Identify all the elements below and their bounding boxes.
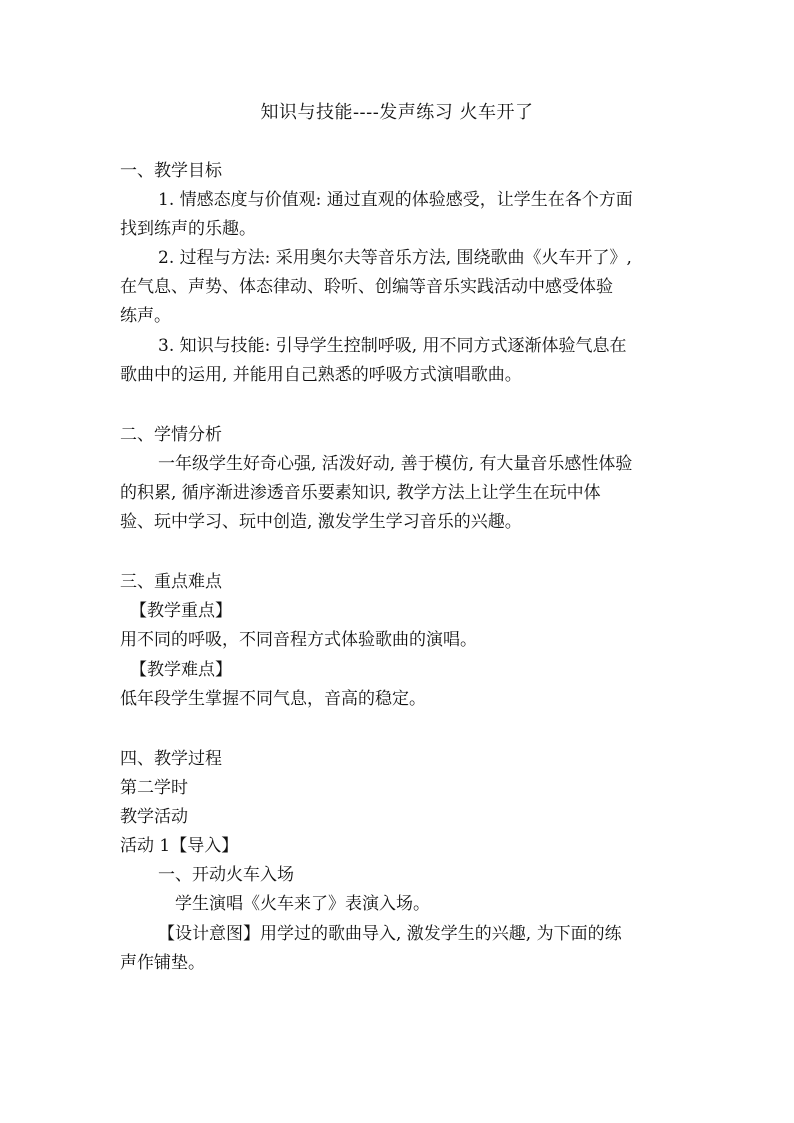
section-heading-key-points: 三、重点难点 xyxy=(120,572,222,592)
focus-label: 【教学重点】 xyxy=(130,601,232,621)
session-label: 第二学时 xyxy=(120,778,188,798)
section-heading-process: 四、教学过程 xyxy=(120,749,222,769)
analysis-line-1: 一年级学生好奇心强, 活泼好动, 善于模仿, 有大量音乐感性体验 xyxy=(158,454,633,474)
activities-label: 教学活动 xyxy=(120,807,188,827)
step-1-heading: 一、开动火车入场 xyxy=(158,865,294,885)
objective-1-line-1: 1. 情感态度与价值观: 通过直观的体验感受，让学生在各个方面 xyxy=(158,190,633,210)
objective-2-line-3: 练声。 xyxy=(120,306,171,326)
difficulty-label: 【教学难点】 xyxy=(130,660,232,680)
design-intent-line-1: 【设计意图】用学过的歌曲导入, 激发学生的兴趣, 为下面的练 xyxy=(158,924,622,944)
activity-1-label: 活动 1【导入】 xyxy=(120,836,239,856)
analysis-line-3: 验、玩中学习、玩中创造, 激发学生学习音乐的兴趣。 xyxy=(120,512,522,532)
focus-text: 用不同的呼吸，不同音程方式体验歌曲的演唱。 xyxy=(120,630,477,650)
section-heading-objectives: 一、教学目标 xyxy=(120,161,222,181)
step-1-text: 学生演唱《火车来了》表演入场。 xyxy=(175,894,430,914)
document-title: 知识与技能----发声练习 火车开了 xyxy=(260,102,534,123)
difficulty-text: 低年段学生掌握不同气息，音高的稳定。 xyxy=(120,689,426,709)
objective-2-line-1: 2. 过程与方法: 采用奥尔夫等音乐方法, 围绕歌曲《火车开了》, xyxy=(158,248,632,268)
analysis-line-2: 的积累, 循序渐进渗透音乐要素知识, 教学方法上让学生在玩中体 xyxy=(120,483,601,503)
section-heading-analysis: 二、学情分析 xyxy=(120,425,222,445)
objective-1-line-2: 找到练声的乐趣。 xyxy=(120,219,256,239)
objective-2-line-2: 在气息、声势、体态律动、聆听、创编等音乐实践活动中感受体验 xyxy=(120,277,613,297)
objective-3-line-2: 歌曲中的运用, 并能用自己熟悉的呼吸方式演唱歌曲。 xyxy=(120,365,522,385)
objective-3-line-1: 3. 知识与技能: 引导学生控制呼吸, 用不同方式逐渐体验气息在 xyxy=(158,336,627,356)
design-intent-line-2: 声作铺垫。 xyxy=(120,953,205,973)
